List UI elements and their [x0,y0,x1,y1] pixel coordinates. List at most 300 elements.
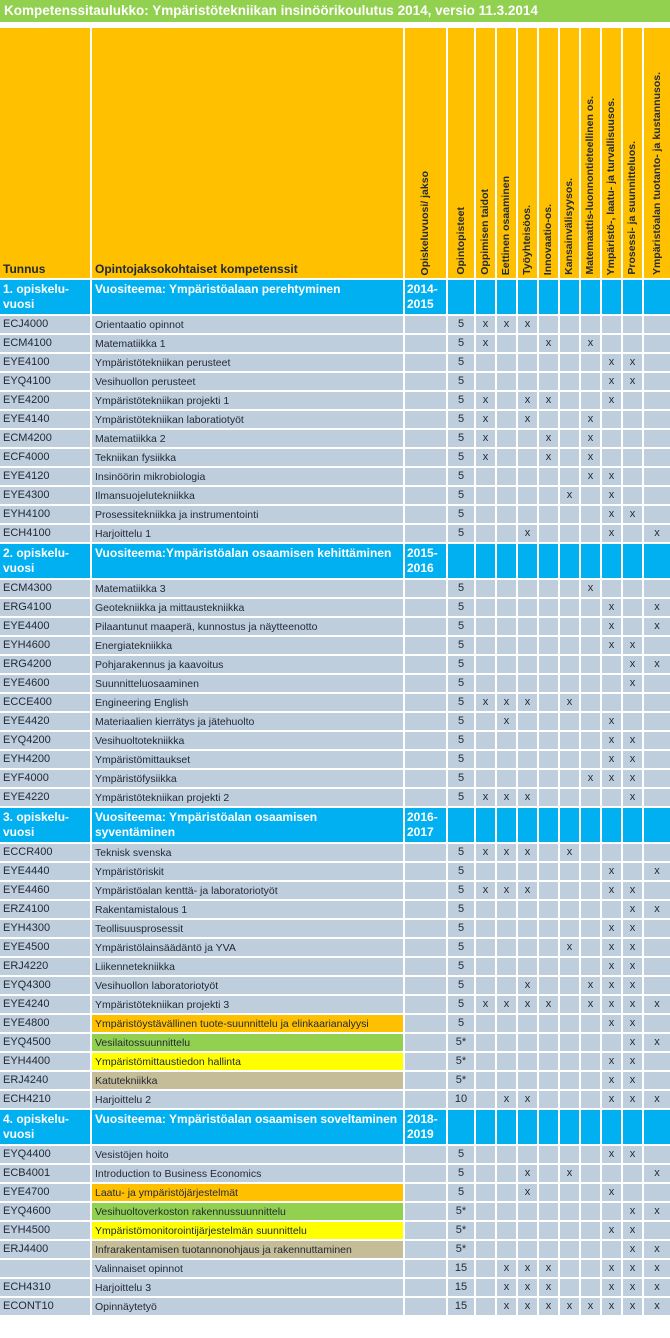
section-empty-cell [560,808,579,842]
course-code-cell: ECB4001 [0,1165,90,1182]
competency-mark-cell [560,1203,579,1220]
competency-mark-cell: x [623,958,642,975]
competency-mark-cell [560,468,579,485]
competency-mark-cell [623,580,642,597]
credits-cell: 5 [448,901,474,918]
competency-mark-cell [560,1184,579,1201]
competency-mark-cell [539,1241,558,1258]
course-row [0,1015,670,1032]
competency-mark-cell [476,1091,495,1108]
competency-mark-cell [581,751,600,768]
period-cell [405,1053,446,1070]
column-header-competency-6 [581,28,600,278]
competency-mark-cell: x [623,939,642,956]
credits-cell: 5 [448,430,474,447]
section-empty-cell [602,280,621,314]
course-row [0,751,670,768]
competency-mark-cell: x [560,1165,579,1182]
competency-mark-cell [518,1241,537,1258]
competency-mark-cell [623,392,642,409]
competency-mark-cell [623,468,642,485]
credits-cell: 5 [448,525,474,542]
competency-mark-cell [476,713,495,730]
competency-mark-cell [581,487,600,504]
course-row [0,920,670,937]
section-empty-cell [581,808,600,842]
competency-mark-cell [518,751,537,768]
competency-mark-cell: x [602,1072,621,1089]
competency-mark-cell [518,373,537,390]
competency-mark-cell [497,732,516,749]
period-cell [405,789,446,806]
column-header-competency-7 [602,28,621,278]
competency-mark-cell: x [644,1091,670,1108]
competency-mark-cell: x [623,882,642,899]
section-period: 2014-2015 [405,280,446,314]
section-header-row [0,1110,670,1144]
competency-mark-cell [581,373,600,390]
competency-mark-cell: x [623,1241,642,1258]
period-cell [405,618,446,635]
course-row [0,1091,670,1108]
course-name-cell: Engineering English [92,694,403,711]
period-cell [405,675,446,692]
period-cell [405,996,446,1013]
competency-mark-cell [539,354,558,371]
course-code-cell: EYH4300 [0,920,90,937]
competency-mark-cell: x [602,732,621,749]
competency-mark-cell: x [476,335,495,352]
competency-mark-cell: x [602,1146,621,1163]
competency-mark-cell [560,863,579,880]
competency-mark-cell [476,656,495,673]
course-code-cell: EYE4220 [0,789,90,806]
competency-mark-cell: x [623,1015,642,1032]
competency-mark-cell: x [518,1184,537,1201]
competency-mark-cell: x [602,392,621,409]
competency-mark-cell [518,920,537,937]
competency-mark-cell [581,354,600,371]
course-code-cell: EYH4400 [0,1053,90,1070]
competency-mark-cell [518,1034,537,1051]
course-row [0,1279,670,1296]
credits-cell: 5 [448,920,474,937]
competency-mark-cell [539,844,558,861]
competency-mark-cell: x [518,1091,537,1108]
competency-mark-cell [476,920,495,937]
competency-mark-cell [476,1072,495,1089]
section-empty-cell [539,280,558,314]
credits-cell: 5 [448,1015,474,1032]
course-name-cell: Ympäristöystävällinen tuote-suunnittelu ja elinkaarianalyysi [92,1015,403,1032]
competency-mark-cell: x [602,525,621,542]
competency-mark-cell [518,487,537,504]
competency-mark-cell: x [539,1260,558,1277]
competency-mark-cell [497,751,516,768]
competency-mark-cell: x [518,844,537,861]
competency-mark-cell [476,958,495,975]
course-row [0,958,670,975]
section-empty-cell [497,544,516,578]
competency-mark-cell: x [623,1298,642,1315]
competency-mark-cell [497,863,516,880]
competency-mark-cell: x [602,920,621,937]
competency-mark-cell [644,844,670,861]
competency-mark-cell: x [623,675,642,692]
period-cell [405,316,446,333]
competency-mark-cell [497,335,516,352]
period-cell [405,1203,446,1220]
competency-mark-cell [539,958,558,975]
competency-mark-cell: x [497,316,516,333]
competency-mark-cell [644,449,670,466]
competency-mark-cell [539,506,558,523]
course-name-cell: Harjoittelu 3 [92,1279,403,1296]
period-cell [405,1260,446,1277]
course-name-cell: Harjoittelu 1 [92,525,403,542]
credits-cell: 5 [448,373,474,390]
period-cell [405,506,446,523]
competency-mark-cell: x [560,939,579,956]
section-empty-cell [644,808,670,842]
competency-mark-cell [581,392,600,409]
column-header-competency-2 [497,28,516,278]
competency-mark-cell [581,1034,600,1051]
period-cell [405,1165,446,1182]
competency-mark-cell [497,675,516,692]
course-row [0,411,670,428]
course-name-cell: Ympäristötekniikan projekti 3 [92,996,403,1013]
competency-mark-cell: x [602,1091,621,1108]
competency-mark-cell: x [602,506,621,523]
competency-mark-cell: x [518,694,537,711]
competency-mark-cell: x [602,354,621,371]
course-code-cell: EYQ4500 [0,1034,90,1051]
competency-mark-cell [476,977,495,994]
competency-mark-cell [581,732,600,749]
competency-mark-cell [602,316,621,333]
competency-mark-cell: x [644,996,670,1013]
competency-mark-cell: x [602,1222,621,1239]
competency-mark-cell: x [602,939,621,956]
competency-mark-cell [518,901,537,918]
period-cell [405,751,446,768]
competency-mark-cell [476,1034,495,1051]
competency-mark-cell [539,637,558,654]
course-name-cell: Tekniikan fysiikka [92,449,403,466]
competency-mark-cell [476,1184,495,1201]
competency-mark-cell [539,789,558,806]
section-empty-cell [539,1110,558,1144]
competency-mark-cell [539,751,558,768]
competency-mark-cell: x [644,1260,670,1277]
course-name-cell: Matematiikka 3 [92,580,403,597]
course-name-cell: Ympäristötekniikan projekti 2 [92,789,403,806]
competency-mark-cell [581,1072,600,1089]
competency-mark-cell: x [518,392,537,409]
competency-mark-cell [497,637,516,654]
course-code-cell: ERJ4240 [0,1072,90,1089]
credits-cell: 5 [448,487,474,504]
competency-mark-cell: x [581,411,600,428]
competency-mark-cell [644,882,670,899]
competency-mark-cell: x [623,1091,642,1108]
course-name-cell: Vesihuollon laboratoriotyöt [92,977,403,994]
competency-mark-cell [476,1260,495,1277]
competency-mark-cell [560,656,579,673]
column-header-competency-3 [518,28,537,278]
competency-mark-cell [581,713,600,730]
course-code-cell: ECH4210 [0,1091,90,1108]
competency-mark-cell [602,1241,621,1258]
course-name-cell: Valinnaiset opinnot [92,1260,403,1277]
competency-mark-cell: x [497,844,516,861]
course-name-cell: Ympäristötekniikan perusteet [92,354,403,371]
credits-cell: 5* [448,1053,474,1070]
section-empty-cell [448,808,474,842]
period-cell [405,1034,446,1051]
credits-cell: 5 [448,316,474,333]
credits-cell: 5 [448,882,474,899]
competency-mark-cell [497,468,516,485]
period-cell [405,1222,446,1239]
credits-cell: 5 [448,506,474,523]
competency-mark-cell [623,525,642,542]
competency-mark-cell: x [602,713,621,730]
period-cell [405,1241,446,1258]
competency-mark-cell [476,1241,495,1258]
period-cell [405,977,446,994]
course-name-cell: Ympäristötekniikan projekti 1 [92,392,403,409]
competency-mark-cell [644,694,670,711]
course-row [0,882,670,899]
competency-mark-cell [497,580,516,597]
competency-mark-cell [644,1222,670,1239]
competency-mark-cell [644,316,670,333]
competency-mark-cell [539,656,558,673]
competency-mark-cell: x [497,694,516,711]
competency-mark-cell: x [476,316,495,333]
competency-mark-cell [539,487,558,504]
course-name-cell: Ympäristöriskit [92,863,403,880]
competency-mark-cell [539,618,558,635]
competency-mark-cell [560,599,579,616]
competency-mark-cell [518,675,537,692]
section-empty-cell [623,1110,642,1144]
course-code-cell: EYE4600 [0,675,90,692]
competency-mark-cell: x [581,430,600,447]
course-name-cell: Ympäristöfysiikka [92,770,403,787]
column-header-opiskeluvuosi-label: Opiskeluvuosi/ jakso [419,170,432,275]
credits-cell: 5 [448,1146,474,1163]
competency-mark-cell [623,599,642,616]
period-cell [405,525,446,542]
column-header-competency-9 [644,28,670,278]
competency-mark-cell [560,996,579,1013]
competency-mark-cell [581,1203,600,1220]
section-empty-cell [497,1110,516,1144]
course-row [0,354,670,371]
column-header-opintopisteet [448,28,474,278]
competency-mark-cell: x [644,1298,670,1315]
section-empty-cell [539,544,558,578]
competency-mark-cell: x [518,1165,537,1182]
course-name-cell: Suunnitteluosaaminen [92,675,403,692]
column-header-competency-6-label: Matemaattis-luonnontieteellinen os. [584,96,597,275]
course-row [0,449,670,466]
competency-mark-cell [539,675,558,692]
course-code-cell: EYQ4300 [0,977,90,994]
competency-mark-cell: x [644,901,670,918]
course-code-cell: ECM4100 [0,335,90,352]
course-row [0,713,670,730]
competency-mark-cell [497,977,516,994]
competency-mark-cell [476,1222,495,1239]
competency-mark-cell [560,1072,579,1089]
course-row [0,1298,670,1315]
column-header-competency-4 [539,28,558,278]
column-header-competency-3-label: Työyhteisöos. [521,205,534,275]
competency-mark-cell [644,920,670,937]
course-code-cell: ERJ4220 [0,958,90,975]
competency-mark-cell [539,1091,558,1108]
competency-mark-cell [476,1279,495,1296]
period-cell [405,732,446,749]
competency-mark-cell [518,732,537,749]
period-cell [405,335,446,352]
course-name-cell: Orientaatio opinnot [92,316,403,333]
competency-mark-cell: x [623,996,642,1013]
competency-mark-cell [476,1146,495,1163]
competency-mark-cell [644,1146,670,1163]
competency-mark-cell [581,882,600,899]
course-code-cell: EYE4120 [0,468,90,485]
course-row [0,694,670,711]
competency-mark-cell [518,863,537,880]
course-code-cell: EYE4240 [0,996,90,1013]
period-cell [405,637,446,654]
competency-mark-cell: x [518,996,537,1013]
competency-mark-cell [476,525,495,542]
competency-mark-cell [602,675,621,692]
competency-mark-cell [560,1279,579,1296]
competency-mark-cell [581,1091,600,1108]
competency-mark-cell: x [644,599,670,616]
course-code-cell: ECCR400 [0,844,90,861]
competency-mark-cell [560,1260,579,1277]
course-code-cell: EYH4600 [0,637,90,654]
competency-mark-cell [497,525,516,542]
competency-mark-cell: x [497,882,516,899]
course-name-cell: Ympäristömittaustiedon hallinta [92,1053,403,1070]
competency-mark-cell: x [539,430,558,447]
competency-mark-cell [581,1053,600,1070]
period-cell [405,392,446,409]
competency-mark-cell: x [539,335,558,352]
course-name-cell: Geotekniikka ja mittaustekniikka [92,599,403,616]
course-name-cell: Insinöörin mikrobiologia [92,468,403,485]
credits-cell: 5 [448,996,474,1013]
competency-mark-cell [623,713,642,730]
credits-cell: 5 [448,618,474,635]
competency-mark-cell: x [623,789,642,806]
course-name-cell: Teollisuusprosessit [92,920,403,937]
period-cell [405,901,446,918]
course-row [0,487,670,504]
course-row [0,844,670,861]
course-row [0,580,670,597]
competency-mark-cell: x [623,1146,642,1163]
competency-mark-cell [497,354,516,371]
competency-mark-cell [539,920,558,937]
competency-mark-cell [644,939,670,956]
section-empty-cell [518,1110,537,1144]
period-cell [405,939,446,956]
section-header-row [0,808,670,842]
section-header-row [0,544,670,578]
competency-mark-cell: x [602,977,621,994]
section-empty-cell [560,544,579,578]
column-header-kompetenssit: Opintojaksokohtaiset kompetenssit [92,28,403,278]
section-year-label: 1. opiskelu-vuosi [0,280,90,314]
competency-mark-cell [602,656,621,673]
competency-mark-cell [560,354,579,371]
competency-mark-cell [560,1222,579,1239]
competency-mark-cell [539,882,558,899]
competency-mark-cell [560,430,579,447]
competency-mark-cell: x [539,449,558,466]
course-row [0,1222,670,1239]
credits-cell: 15 [448,1260,474,1277]
course-code-cell: EYE4800 [0,1015,90,1032]
competency-mark-cell [602,789,621,806]
section-period: 2016-2017 [405,808,446,842]
competency-mark-cell: x [602,863,621,880]
competency-mark-cell: x [518,316,537,333]
credits-cell: 5 [448,675,474,692]
course-name-cell: Katutekniikka [92,1072,403,1089]
competency-mark-cell: x [497,789,516,806]
course-row [0,770,670,787]
competency-mark-cell [581,939,600,956]
column-header-competency-8 [623,28,642,278]
credits-cell: 15 [448,1279,474,1296]
course-row [0,1203,670,1220]
competency-mark-cell [539,1015,558,1032]
course-code-cell: ECF4000 [0,449,90,466]
competency-mark-cell: x [539,1279,558,1296]
competency-mark-cell [560,770,579,787]
course-code-cell: EYQ4400 [0,1146,90,1163]
competency-mark-cell [476,487,495,504]
section-period: 2018-2019 [405,1110,446,1144]
competency-mark-cell [560,882,579,899]
competency-mark-cell [539,732,558,749]
course-name-cell: Ilmansuojelutekniikka [92,487,403,504]
period-cell [405,863,446,880]
competency-mark-cell [497,1203,516,1220]
section-empty-cell [497,808,516,842]
competency-mark-cell: x [623,751,642,768]
competency-mark-cell [560,751,579,768]
competency-mark-cell [644,1184,670,1201]
competency-mark-cell: x [644,863,670,880]
credits-cell: 5 [448,354,474,371]
competency-mark-cell [581,316,600,333]
competency-mark-cell [560,732,579,749]
competency-mark-cell [581,599,600,616]
competency-mark-cell: x [623,1072,642,1089]
